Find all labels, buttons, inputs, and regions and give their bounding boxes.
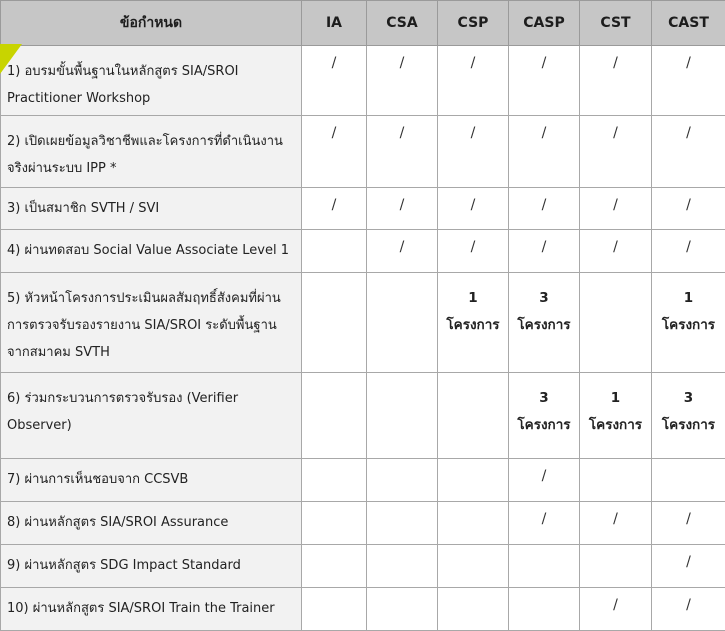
cell-csa [367, 116, 438, 188]
cell-cast [652, 588, 725, 631]
check-mark: / [686, 597, 691, 613]
cell-ia [302, 459, 367, 502]
cell-csa [367, 373, 438, 459]
header-level-csa: CSA [367, 1, 438, 46]
cell-cast [652, 545, 725, 588]
check-mark: / [471, 239, 476, 255]
check-mark: / [686, 239, 691, 255]
project-count: 3 โครงการ [509, 277, 579, 339]
check-mark: / [613, 125, 618, 141]
cell-ia [302, 116, 367, 188]
table-row [1, 545, 725, 588]
check-mark: / [332, 197, 337, 213]
cell-cst [580, 188, 652, 230]
cell-casp [509, 502, 580, 545]
cell-csp [438, 545, 509, 588]
check-mark: / [613, 197, 618, 213]
accent-triangle [0, 44, 22, 74]
cell-casp [509, 46, 580, 116]
table-row [1, 459, 725, 502]
cell-cst [580, 273, 652, 373]
check-mark: / [542, 468, 547, 484]
cell-csp [438, 373, 509, 459]
header-level-casp: CASP [509, 1, 580, 46]
check-mark: / [471, 125, 476, 141]
cell-cast [652, 373, 725, 459]
check-mark: / [471, 197, 476, 213]
cell-csp [438, 230, 509, 273]
check-mark: / [686, 125, 691, 141]
header-level-cast: CAST [652, 1, 725, 46]
cell-cst [580, 116, 652, 188]
cell-casp [509, 273, 580, 373]
cell-cast [652, 502, 725, 545]
check-mark: / [400, 55, 405, 71]
cell-ia [302, 545, 367, 588]
check-mark: / [686, 55, 691, 71]
cell-csp [438, 116, 509, 188]
cell-casp [509, 459, 580, 502]
cell-csa [367, 273, 438, 373]
cell-cst [580, 459, 652, 502]
cell-csa [367, 545, 438, 588]
cell-cast [652, 230, 725, 273]
table-row [1, 373, 725, 459]
requirement-cell: 1) อบรมขั้นพื้นฐานในหลักสูตร SIA/SROI Practitioner Workshop [1, 46, 302, 116]
cell-casp [509, 188, 580, 230]
cell-cst [580, 502, 652, 545]
check-mark: / [686, 554, 691, 570]
cell-ia [302, 588, 367, 631]
check-mark: / [542, 197, 547, 213]
header-level-csp: CSP [438, 1, 509, 46]
cell-cast [652, 188, 725, 230]
check-mark: / [613, 239, 618, 255]
requirement-cell: 7) ผ่านการเห็นชอบจาก CCSVB [1, 459, 302, 502]
cell-cast [652, 459, 725, 502]
cell-ia [302, 502, 367, 545]
requirement-cell: 2) เปิดเผยข้อมูลวิชาชีพและโครงการที่ดำเนินงานจริงผ่านระบบ IPP * [1, 116, 302, 188]
cell-ia [302, 273, 367, 373]
cell-csp [438, 588, 509, 631]
check-mark: / [613, 55, 618, 71]
project-count: 3 โครงการ [509, 377, 579, 439]
check-mark: / [686, 511, 691, 527]
cell-ia [302, 230, 367, 273]
check-mark: / [613, 511, 618, 527]
header-requirement: ข้อกำหนด [1, 1, 302, 46]
requirement-cell: 9) ผ่านหลักสูตร SDG Impact Standard [1, 545, 302, 588]
cell-csa [367, 502, 438, 545]
cell-cast [652, 46, 725, 116]
cell-casp [509, 116, 580, 188]
check-mark: / [542, 511, 547, 527]
cell-csp [438, 273, 509, 373]
cell-csp [438, 188, 509, 230]
cell-ia [302, 188, 367, 230]
project-count: 1 โครงการ [438, 277, 508, 339]
cell-csa [367, 188, 438, 230]
requirement-cell: 4) ผ่านทดสอบ Social Value Associate Level 1 [1, 230, 302, 273]
cell-cast [652, 116, 725, 188]
cell-csp [438, 502, 509, 545]
check-mark: / [400, 197, 405, 213]
requirement-cell: 8) ผ่านหลักสูตร SIA/SROI Assurance [1, 502, 302, 545]
cell-csa [367, 588, 438, 631]
cell-ia [302, 373, 367, 459]
cell-csa [367, 459, 438, 502]
requirement-cell: 3) เป็นสมาชิก SVTH / SVI [1, 188, 302, 230]
cell-casp [509, 588, 580, 631]
project-count: 3 โครงการ [652, 377, 725, 439]
table-row [1, 502, 725, 545]
cell-cst [580, 230, 652, 273]
check-mark: / [400, 239, 405, 255]
table-row [1, 116, 725, 188]
cell-csp [438, 459, 509, 502]
requirement-cell: 6) ร่วมกระบวนการตรวจรับรอง (Verifier Observer) [1, 373, 302, 459]
cell-csp [438, 46, 509, 116]
check-mark: / [332, 125, 337, 141]
check-mark: / [471, 55, 476, 71]
check-mark: / [613, 597, 618, 613]
check-mark: / [686, 197, 691, 213]
cell-csa [367, 230, 438, 273]
requirement-cell: 5) หัวหน้าโครงการประเมินผลสัมฤทธิ์สังคมที่ผ่านการตรวจรับรองรายงาน SIA/SROI ระดับพื้นฐานจากสมาคม SVTH [1, 273, 302, 373]
cell-casp [509, 373, 580, 459]
cell-csa [367, 46, 438, 116]
check-mark: / [542, 125, 547, 141]
table-row [1, 230, 725, 273]
requirement-cell: 10) ผ่านหลักสูตร SIA/SROI Train the Trainer [1, 588, 302, 631]
cell-casp [509, 545, 580, 588]
table-row [1, 273, 725, 373]
table-row [1, 588, 725, 631]
check-mark: / [400, 125, 405, 141]
table-row [1, 188, 725, 230]
cell-cst [580, 588, 652, 631]
cell-cast [652, 273, 725, 373]
cell-casp [509, 230, 580, 273]
cell-ia [302, 46, 367, 116]
header-row [1, 1, 725, 46]
check-mark: / [542, 55, 547, 71]
check-mark: / [332, 55, 337, 71]
cell-cst [580, 373, 652, 459]
cell-cst [580, 545, 652, 588]
header-level-ia: IA [302, 1, 367, 46]
project-count: 1 โครงการ [580, 377, 651, 439]
check-mark: / [542, 239, 547, 255]
table-row [1, 46, 725, 116]
cell-cst [580, 46, 652, 116]
project-count: 1 โครงการ [652, 277, 725, 339]
header-level-cst: CST [580, 1, 652, 46]
